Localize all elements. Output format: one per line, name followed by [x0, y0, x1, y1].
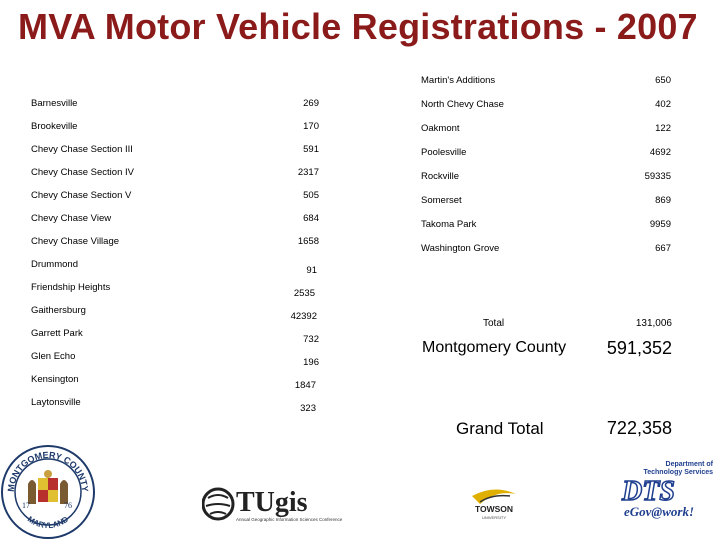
municipality-name: Brookeville [31, 121, 78, 132]
municipality-row [31, 167, 319, 183]
registration-count: 59335 [644, 171, 671, 182]
municipality-row [31, 213, 319, 229]
svg-text:eGov@work!: eGov@work! [624, 504, 695, 519]
municipality-name: Drummond [31, 259, 78, 270]
svg-text:MARYLAND: MARYLAND [25, 514, 71, 531]
municipality-name: Barnesville [31, 98, 78, 109]
municipality-row [31, 397, 319, 413]
svg-text:TUgis: TUgis [236, 487, 308, 518]
municipality-row [421, 147, 671, 163]
municipality-row [31, 374, 319, 390]
municipality-row [31, 121, 319, 137]
dts-department-logo [618, 456, 718, 522]
municipality-row [421, 219, 671, 235]
svg-text:17: 17 [22, 501, 30, 510]
municipality-row [31, 282, 319, 298]
municipality-name: Glen Echo [31, 351, 76, 362]
registration-count: 667 [655, 243, 671, 254]
municipality-name: Chevy Chase View [31, 213, 112, 224]
municipality-name: North Chevy Chase [421, 99, 504, 110]
page-title: MVA Motor Vehicle Registrations - 2007 [18, 6, 698, 47]
municipality-name: Martin's Additions [421, 75, 496, 86]
municipality-name: Chevy Chase Village [31, 236, 120, 247]
municipality-name: Rockville [421, 171, 460, 182]
registration-count: 402 [655, 99, 671, 110]
municipality-name: Oakmont [421, 123, 460, 134]
registration-count: 869 [655, 195, 671, 206]
municipality-name: Kensington [31, 374, 79, 385]
grand-total-value: 722,358 [606, 418, 672, 438]
registration-count: 591 [303, 144, 319, 155]
svg-text:Department of: Department of [665, 461, 713, 468]
registration-count: 196 [303, 357, 319, 368]
total-value: 131,006 [635, 318, 672, 329]
registration-count: 91 [306, 265, 317, 276]
municipality-name: Chevy Chase Section IV [31, 167, 134, 178]
registration-count: 2317 [297, 167, 319, 178]
municipality-row [421, 243, 671, 259]
registration-count: 1658 [297, 236, 319, 247]
registration-count: 650 [655, 75, 671, 86]
registration-count: 122 [655, 123, 671, 134]
registration-count: 505 [303, 190, 319, 201]
municipality-row [31, 259, 319, 275]
registration-count: 269 [303, 98, 319, 109]
grand-total-label: Grand Total [456, 419, 544, 438]
municipality-row [31, 328, 319, 344]
registration-count: 9959 [649, 219, 671, 230]
municipality-row [421, 99, 671, 115]
municipality-name: Friendship Heights [31, 282, 111, 293]
county-value: 591,352 [606, 338, 672, 358]
registration-count: 42392 [290, 311, 317, 322]
montgomery-county-seal-logo [0, 444, 96, 540]
registration-count: 2535 [293, 288, 315, 299]
municipality-row [421, 195, 671, 211]
municipality-name: Poolesville [421, 147, 467, 158]
municipality-name: Chevy Chase Section V [31, 190, 132, 201]
registration-count: 170 [303, 121, 319, 132]
municipality-row [31, 351, 319, 367]
total-label: Total [483, 318, 505, 329]
municipality-row [31, 144, 319, 160]
municipality-name: Garrett Park [31, 328, 83, 339]
towson-university-logo [466, 482, 522, 522]
registration-count: 1847 [294, 380, 316, 391]
municipality-name: Chevy Chase Section III [31, 144, 133, 155]
municipality-row [31, 98, 319, 114]
municipality-row [31, 305, 319, 321]
municipality-name: Laytonsville [31, 397, 81, 408]
registration-count: 684 [303, 213, 319, 224]
municipality-row [421, 123, 671, 139]
svg-text:UNIVERSITY: UNIVERSITY [481, 515, 507, 520]
tugis-logo [202, 484, 372, 524]
registration-count: 323 [300, 403, 316, 414]
county-label: Montgomery County [422, 339, 567, 356]
svg-text:TOWSON: TOWSON [474, 504, 514, 514]
municipality-name: Somerset [421, 195, 462, 206]
registration-count: 4692 [649, 147, 671, 158]
svg-text:Technology Services: Technology Services [643, 469, 713, 476]
svg-text:MONTGOMERY COUNTY: MONTGOMERY COUNTY [5, 449, 91, 493]
registration-count: 732 [303, 334, 319, 345]
svg-text:76: 76 [64, 501, 72, 510]
municipality-row [31, 190, 319, 206]
municipality-name: Takoma Park [421, 219, 477, 230]
municipality-row [421, 171, 671, 187]
svg-text:Annual Geographic Information: Annual Geographic Information Sciences Conference [236, 517, 343, 522]
municipality-name: Washington Grove [421, 243, 500, 254]
municipality-name: Gaithersburg [31, 305, 86, 316]
svg-text:DTS: DTS [622, 476, 675, 507]
municipality-row [421, 75, 671, 91]
municipality-row [31, 236, 319, 252]
